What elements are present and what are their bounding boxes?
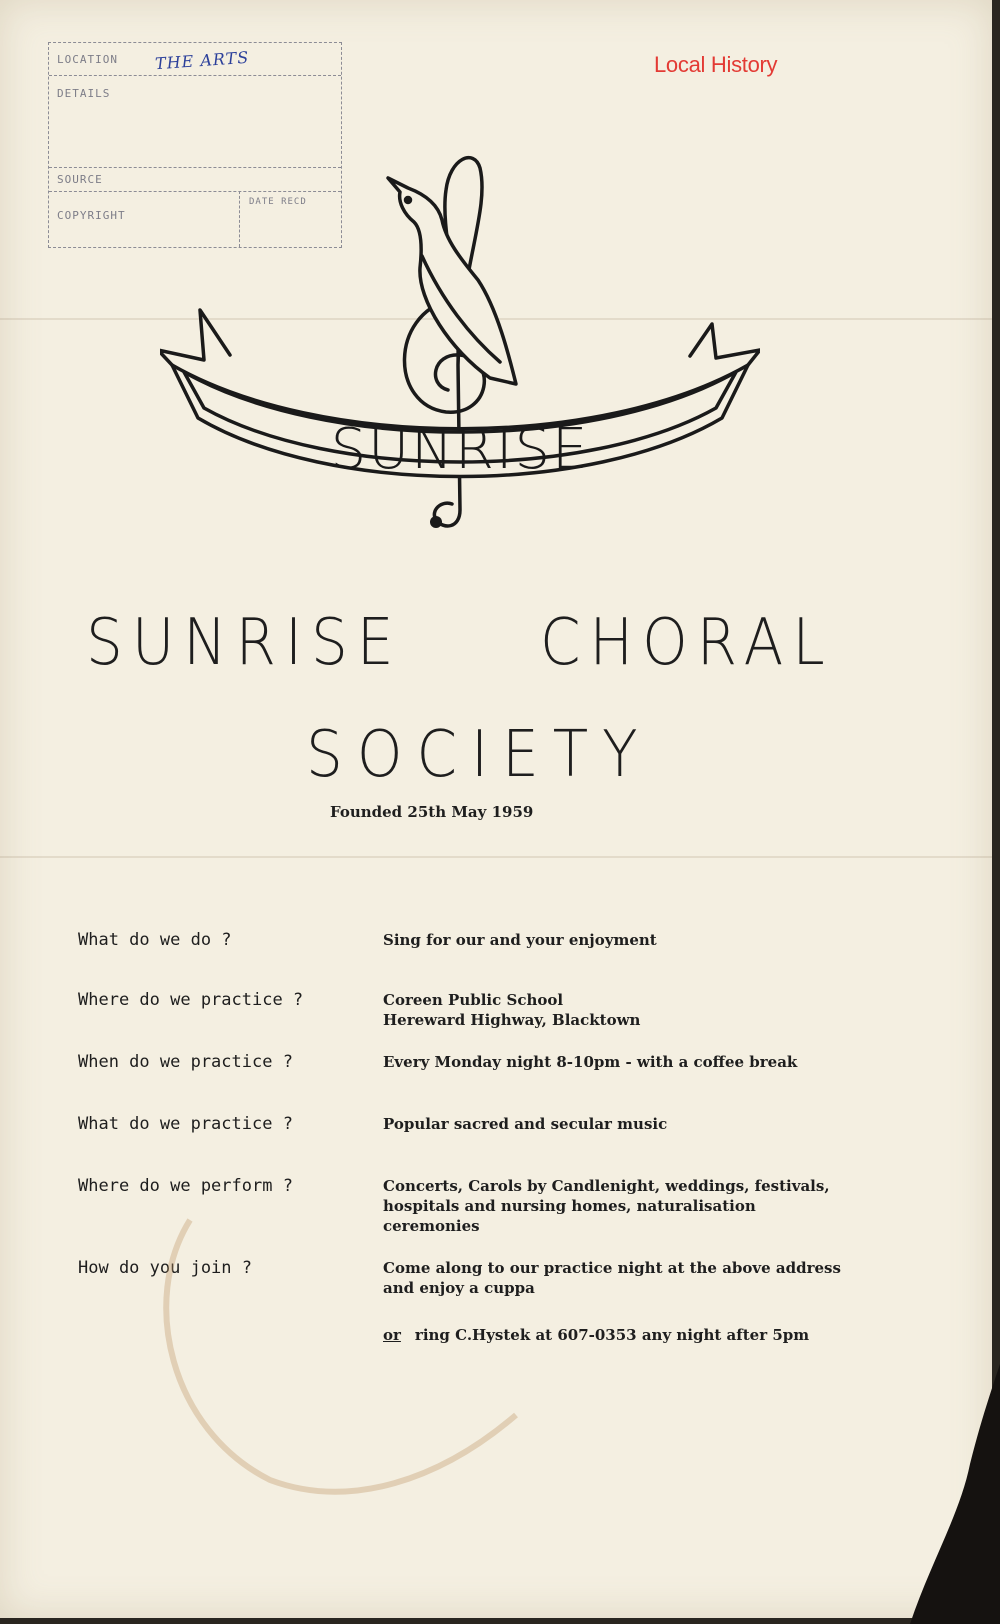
fold-line [0,856,992,858]
location-value: THE ARTS [154,47,250,74]
founded-date: Founded 25th May 1959 [330,803,534,821]
qa-question: What do we practice ? [78,1114,293,1134]
qa-question: When do we practice ? [78,1052,293,1072]
qa-question: Where do we practice ? [78,990,304,1010]
source-label: SOURCE [57,173,103,186]
details-label: DETAILS [57,87,111,100]
sunrise-emblem [160,150,760,540]
qa-answer: Concerts, Carols by Candlenight, weddings, festivals, hospitals and nursing homes, naturalisation ceremonies [383,1177,830,1235]
qa-answer: Coreen Public School Hereward Highway, Blacktown [383,991,641,1029]
qa-answer: Every Monday night 8-10pm - with a coffee break [383,1053,798,1071]
torn-corner [910,1364,1000,1624]
contact-text: ring C.Hystek at 607-0353 any night after 5pm [414,1326,810,1344]
qa-answer: Come along to our practice night at the above address and enjoy a cuppa [383,1259,841,1297]
qa-question: What do we do ? [78,930,232,950]
location-label: LOCATION [57,53,118,66]
copyright-label: COPYRIGHT [57,209,126,222]
qa-answer: Sing for our and your enjoyment [383,931,657,949]
contact-prefix: or [383,1326,401,1344]
banner-text: SUNRISE [330,417,590,482]
date-label: DATE RECD [249,197,307,207]
page-title-line1: SUNRISE CHORAL [86,604,834,680]
cup-stain [150,1210,530,1510]
local-history-annotation: Local History [654,52,778,77]
qa-question: How do you join ? [78,1258,252,1278]
qa-answer: Popular sacred and secular music [383,1115,668,1133]
page-title-line2: SOCIETY [306,716,652,792]
qa-question: Where do we perform ? [78,1176,293,1196]
